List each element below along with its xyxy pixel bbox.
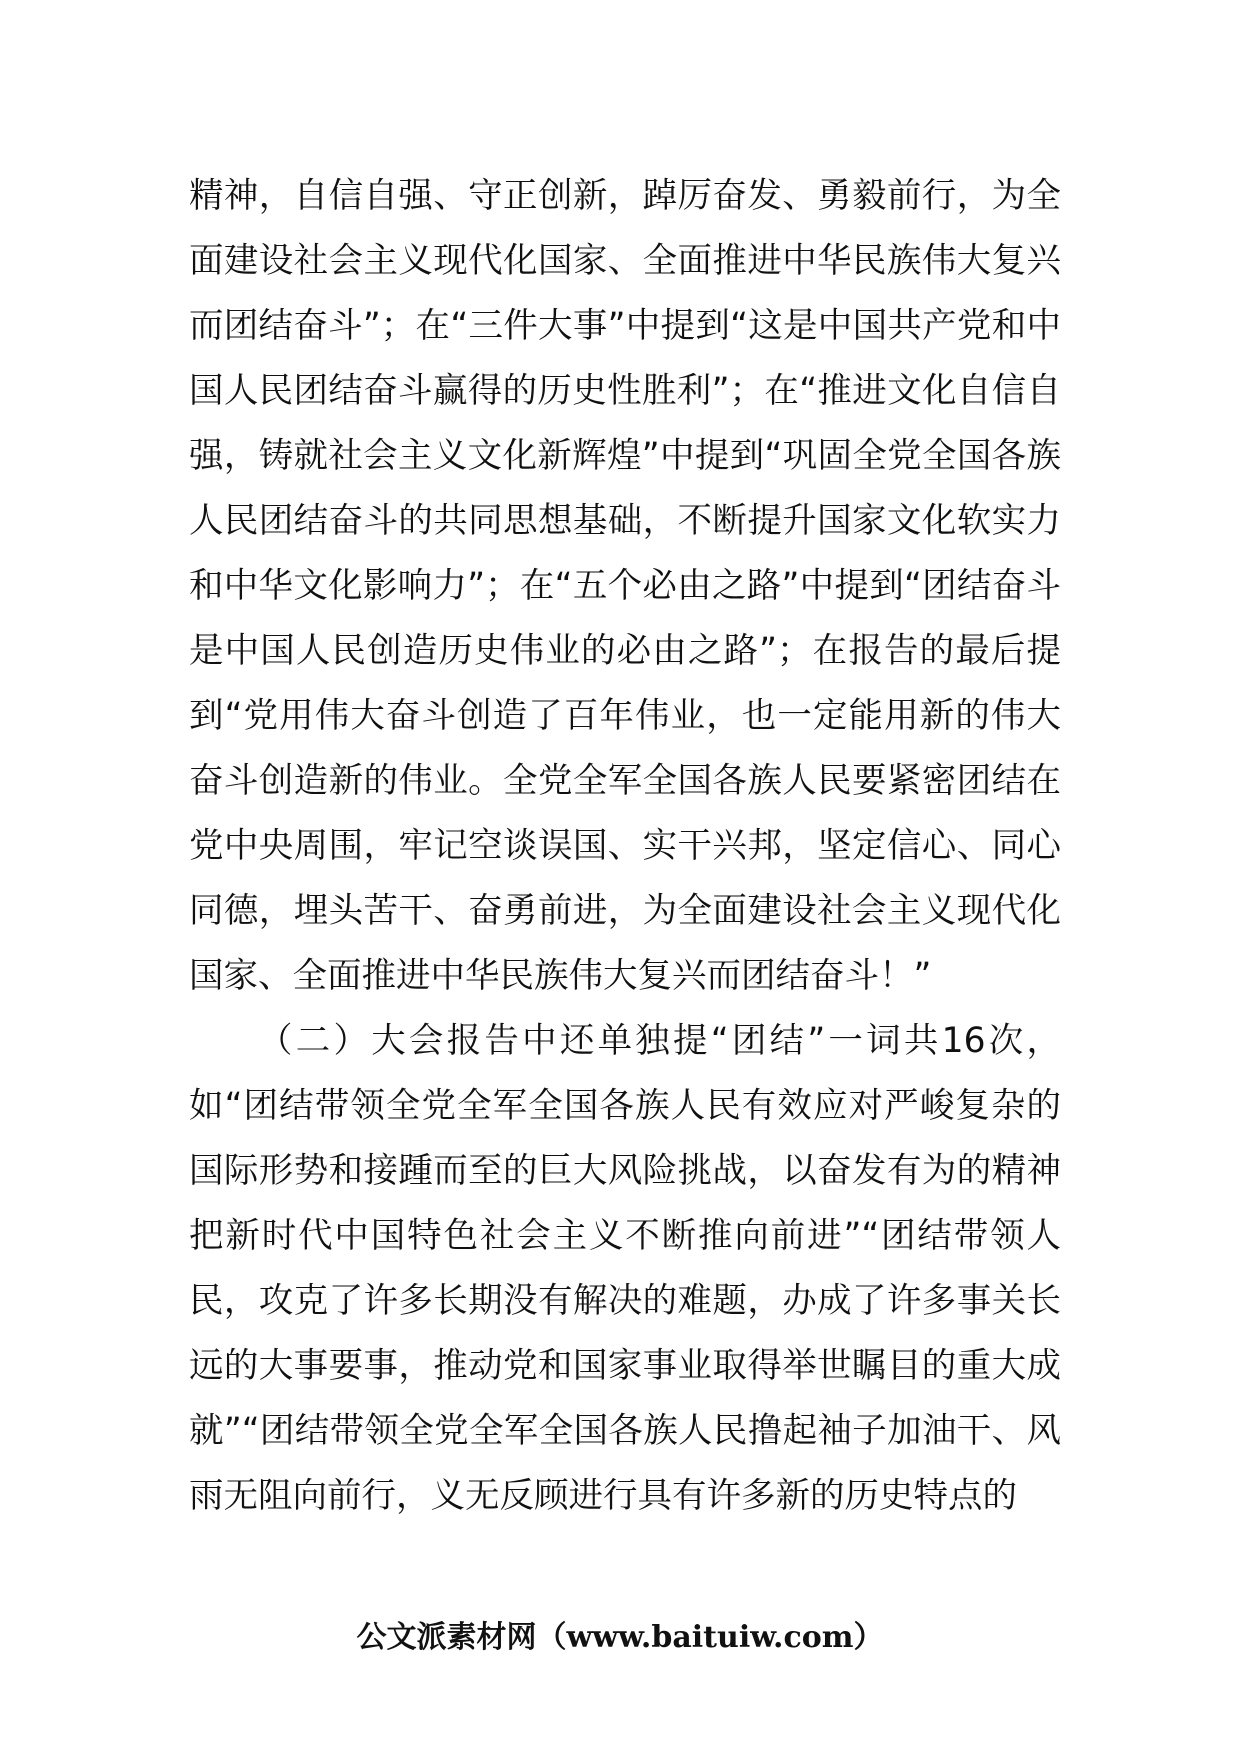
body-text <box>189 164 1061 1529</box>
footer-watermark: 公文派素材网（www.baituiw.com） <box>356 1620 884 1655</box>
paragraph-continuation: 精神，自信自强、守正创新，踔厉奋发、勇毅前行，为全面建设社会主义现代化国家、全面推进中华民族伟大复兴而团结奋斗”；在“三件大事”中提到“这是中国共产党和中国人民团结奋斗赢得的历史性胜利”；在“推进文化自信自强，铸就社会主义文化新辉煌”中提到“巩固全党全国各族人民团结奋斗的共同思想基础，不断提升国家文化软实力和中华文化影响力”；在“五个必由之路”中提到“团结奋斗是中国人民创造历史伟业的必由之路”；在报告的最后提到“党用伟大奋斗创造了百年伟业，也一定能用新的伟大奋斗创造新的伟业。全党全军全国各族人民要紧密团结在党中央周围，牢记空谈误国、实干兴邦，坚定信心、同心同德，埋头苦干、奋勇前进，为全面建设社会主义现代化国家、全面推进中华民族伟大复兴而团结奋斗！” <box>189 176 1061 996</box>
paragraph-section-two: （二）大会报告中还单独提“团结”一词共16次，如“团结带领全党全军全国各族人民有效应对严峻复杂的国际形势和接踵而至的巨大风险挑战，以奋发有为的精神把新时代中国特色社会主义不断推向前进”“团结带领人民，攻克了许多长期没有解决的难题，办成了许多事关长远的大事要事，推动党和国家事业取得举世瞩目的重大成就”“团结带领全党全军全国各族人民撸起袖子加油干、风雨无阻向前行，义无反顾进行具有许多新的历史特点的 <box>189 1021 1061 1516</box>
